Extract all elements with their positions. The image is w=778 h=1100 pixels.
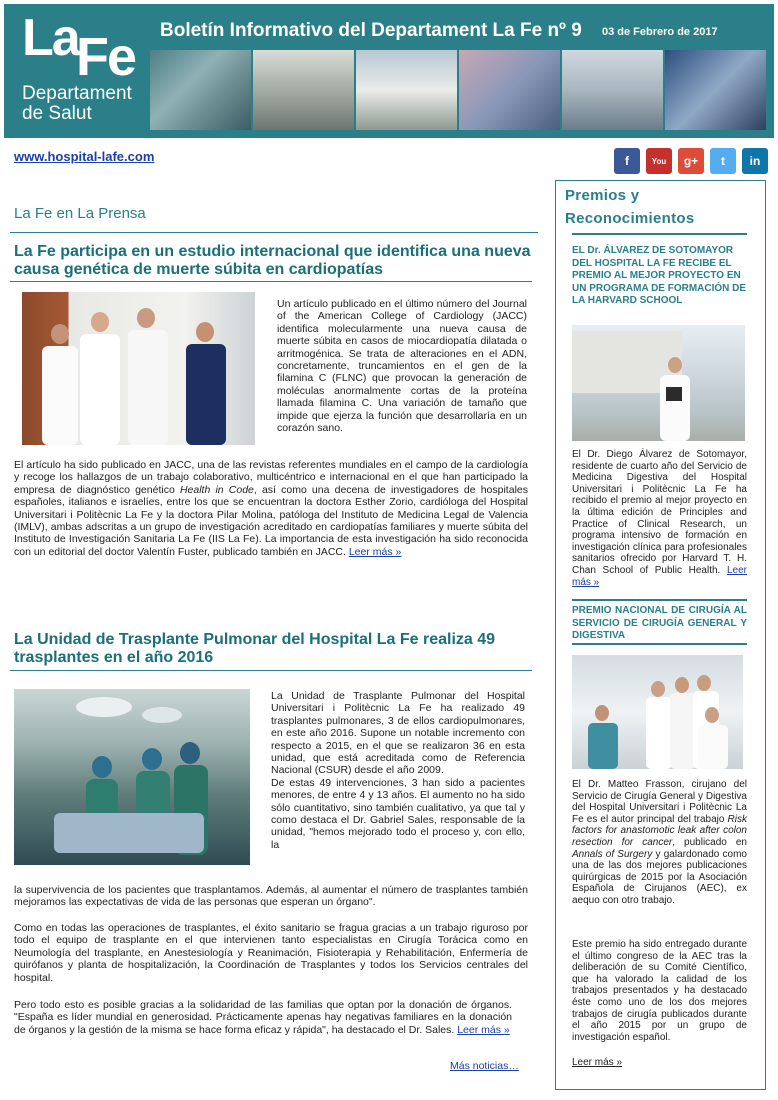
sidebar-divider-3	[572, 643, 747, 645]
googleplus-icon[interactable]: g+	[678, 148, 704, 174]
sidebar-divider-2	[572, 599, 747, 601]
article1-read-more-link[interactable]: Leer más »	[348, 545, 402, 558]
award1-title[interactable]: EL Dr. ÁLVAREZ DE SOTOMAYOR DEL HOSPITAL LA FE RECIBE EL PREMIO AL MEJOR PROYECTO EN UN PROGRAMA DE FORMACIÓN DE LA HARVARD SCHOOL	[572, 245, 747, 306]
newsletter-date: 03 de Febrero de 2017	[602, 26, 718, 38]
doctors-group-image	[22, 292, 255, 445]
award2-read-more-link[interactable]: Leer más »	[572, 1057, 623, 1068]
la-fe-logo	[8, 4, 148, 138]
award2-text: El Dr. Matteo Frasson, cirujano del Servicio de Cirugía General y Digestiva del Hospital Universitari i Politècnic La Fe es el autor principal del trabajo Risk factors for anastomotic leak after colon resection for cancer, publicado en Annals of Surgery y galardonado como una de las dos mejores publicaciones quirúrgicas de 2015 por la Asociación Española de Cirujanos (AEC), ex aequo con otro trabajo.	[572, 779, 747, 906]
header-photo-facade	[562, 50, 663, 130]
hospital-website-link[interactable]: www.hospital-lafe.com	[14, 149, 155, 164]
header-photo-patient	[665, 50, 766, 130]
surgical-team-image	[572, 655, 743, 769]
more-news-link[interactable]: Más noticias…	[450, 1060, 519, 1072]
award2-title[interactable]: PREMIO NACIONAL DE CIRUGÍA AL SERVICIO DE CIRUGÍA GENERAL Y DIGESTIVA	[572, 605, 747, 641]
awards-sidebar	[555, 180, 766, 1090]
sidebar-heading: Premios y Reconocimientos	[565, 187, 695, 227]
article2-title[interactable]: La Unidad de Trasplante Pulmonar del Hospital La Fe realiza 49 trasplantes en el año 2016	[14, 631, 496, 666]
article2-read-more-link[interactable]: Leer más »	[457, 1023, 510, 1036]
facebook-icon[interactable]: f	[614, 148, 640, 174]
article2-paragraph2: Como en todas las operaciones de trasplantes, el éxito sanitario se fragua gracias a un trabajo riguroso por todo el equipo de trasplante en el que intervienen tanto especialistas en Cirugía Torácica como en Neumología del trasplante, en Anestesiología y Reanimación, Fisioterapia y Rehabilitación, Enfermería de quirófanos y planta de hospitalización, la Coordinación de Trasplantes y todos los Servicios centrales del hospital.	[14, 922, 528, 984]
doctor-portrait-image	[572, 325, 745, 441]
header-photo-lab	[459, 50, 560, 130]
logo-fe: Fe	[76, 27, 136, 87]
logo-subtitle: Departament de Salut	[22, 83, 132, 124]
header-photo-surgery	[150, 50, 251, 130]
article2-photo	[14, 689, 250, 865]
sidebar-divider	[572, 233, 747, 235]
header-photo-clinic	[253, 50, 354, 130]
logo-la: La	[22, 9, 79, 67]
header-photo-strip	[150, 50, 766, 130]
youtube-icon[interactable]: You	[646, 148, 672, 174]
section-heading: La Fe en La Prensa	[14, 205, 146, 222]
article2-continuation: la supervivencia de los pacientes que trasplantamos. Además, al aumentar el número de trasplantes también mejoramos las expectativas de vida de las personas que esperan un órgano".	[14, 884, 528, 909]
article2-divider	[10, 670, 532, 671]
article1-title[interactable]: La Fe participa en un estudio internacional que identifica una nueva causa genética de muerte súbita en cardiopatías	[14, 243, 531, 278]
twitter-icon[interactable]: t	[710, 148, 736, 174]
newsletter-title: Boletín Informativo del Departament La Fe nº 9	[160, 20, 582, 41]
award2-text-2: Este premio ha sido entregado durante el último congreso de la AEC tras la deliberación de su Comité Científico, que ha valorado la calidad de los trabajos presentados y ha destacado éste como uno de los dos mejores trabajos de cirugía publicados durante el año 2015 por un grupo de investigación español.	[572, 939, 747, 1043]
article1-body: El artículo ha sido publicado en JACC, una de las revistas referentes mundiales en el campo de la cardiología y recoge los hallazgos de un trabajo colaborativo, multicéntrico e internacional en el que han participado la empresa de diagnóstico genético Health in Code, así como una decena de investigadores de hospitales españoles, italianos e israelíes, entre los que se encuentran la doctora Esther Zorio, cardióloga del Hospital Universitari i Politècnic La Fe y la doctora Pilar Molina, patóloga del Instituto de Medicina Legal de Valencia (IMLV), ambas adscritas a un grupo de investigación acreditado en cardiopatías familiares y muerte súbita del Instituto de Investigación Sanitaria La Fe (IIS La Fe). La importancia de esta investigación ha sido reconocida con un editorial del doctor Valentín Fuster, publicado también en JACC. Leer más »	[14, 459, 528, 558]
social-links	[614, 148, 768, 174]
award2-photo	[572, 655, 743, 769]
article2-paragraph3: Pero todo esto es posible gracias a la solidaridad de las familias que optan por la donación de órganos. "España es líder mundial en generosidad. Prácticamente apenas hay negativas familiares en la donación de órganos y la gestión de la misma se hace forma eficaz y rápida", ha destacado el Dr. Sales. Leer más »	[14, 999, 512, 1036]
award1-read-more-link[interactable]: Leer más »	[572, 564, 747, 588]
article1-divider	[10, 281, 532, 282]
article1-intro: Un artículo publicado en el último número del Journal of the American College of Cardiology (JACC) identifica molecularmente una nueva causa de muerte súbita en casos de miocardiopatía dilatada o arritmogénica. Se trata de alteraciones en el ADN, concretamente, truncamientos en el gen de la filamina C (FLNC) que provocan la generación de moléculas anormalmente cortas de la proteína llamada filamina C. Una variación de tamaño que impide que ejerza la función que desarrollaría en un corazón sano.	[277, 298, 527, 435]
article1-photo	[22, 292, 255, 445]
section-divider	[10, 232, 538, 233]
article2-intro: La Unidad de Trasplante Pulmonar del Hospital Universitari i Politècnic La Fe ha realizado 49 trasplantes pulmonares, 3 de ellos cardiopulmonares, en este año 2016. Supone un notable incremento con respecto a 2015, en el que se realizaron 36 en esta unidad, que está acreditada como de Referencia Nacional (CSUR) desde el año 2009. De estas 49 intervenciones, 3 han sido a pacientes menores, de entre 4 y 13 años. El aumento no ha sido sólo cuantitativo, sino también cualitativo, ya que tal y como destaca el Dr. Gabriel Sales, responsable de la unidad, "hemos mejorado todo el proceso y, con ello, la	[271, 690, 525, 851]
linkedin-icon[interactable]: in	[742, 148, 768, 174]
surgery-image	[14, 689, 250, 865]
award1-text: El Dr. Diego Álvarez de Sotomayor, residente de cuarto año del Servicio de Medicina Digestiva del Hospital Universitari i Politècnic La Fe ha recibido el premio al mejor proyecto en la última edición de Principles and Practice of Clinical Research, un programa intensivo de formación en investigación clínica para profesionales sanitarios ofrecido por Harvard T. H. Chan School of Public Health. Leer más »	[572, 449, 747, 588]
award1-photo	[572, 325, 745, 441]
header-photo-hospital-building	[356, 50, 457, 130]
newsletter-header	[4, 4, 774, 138]
